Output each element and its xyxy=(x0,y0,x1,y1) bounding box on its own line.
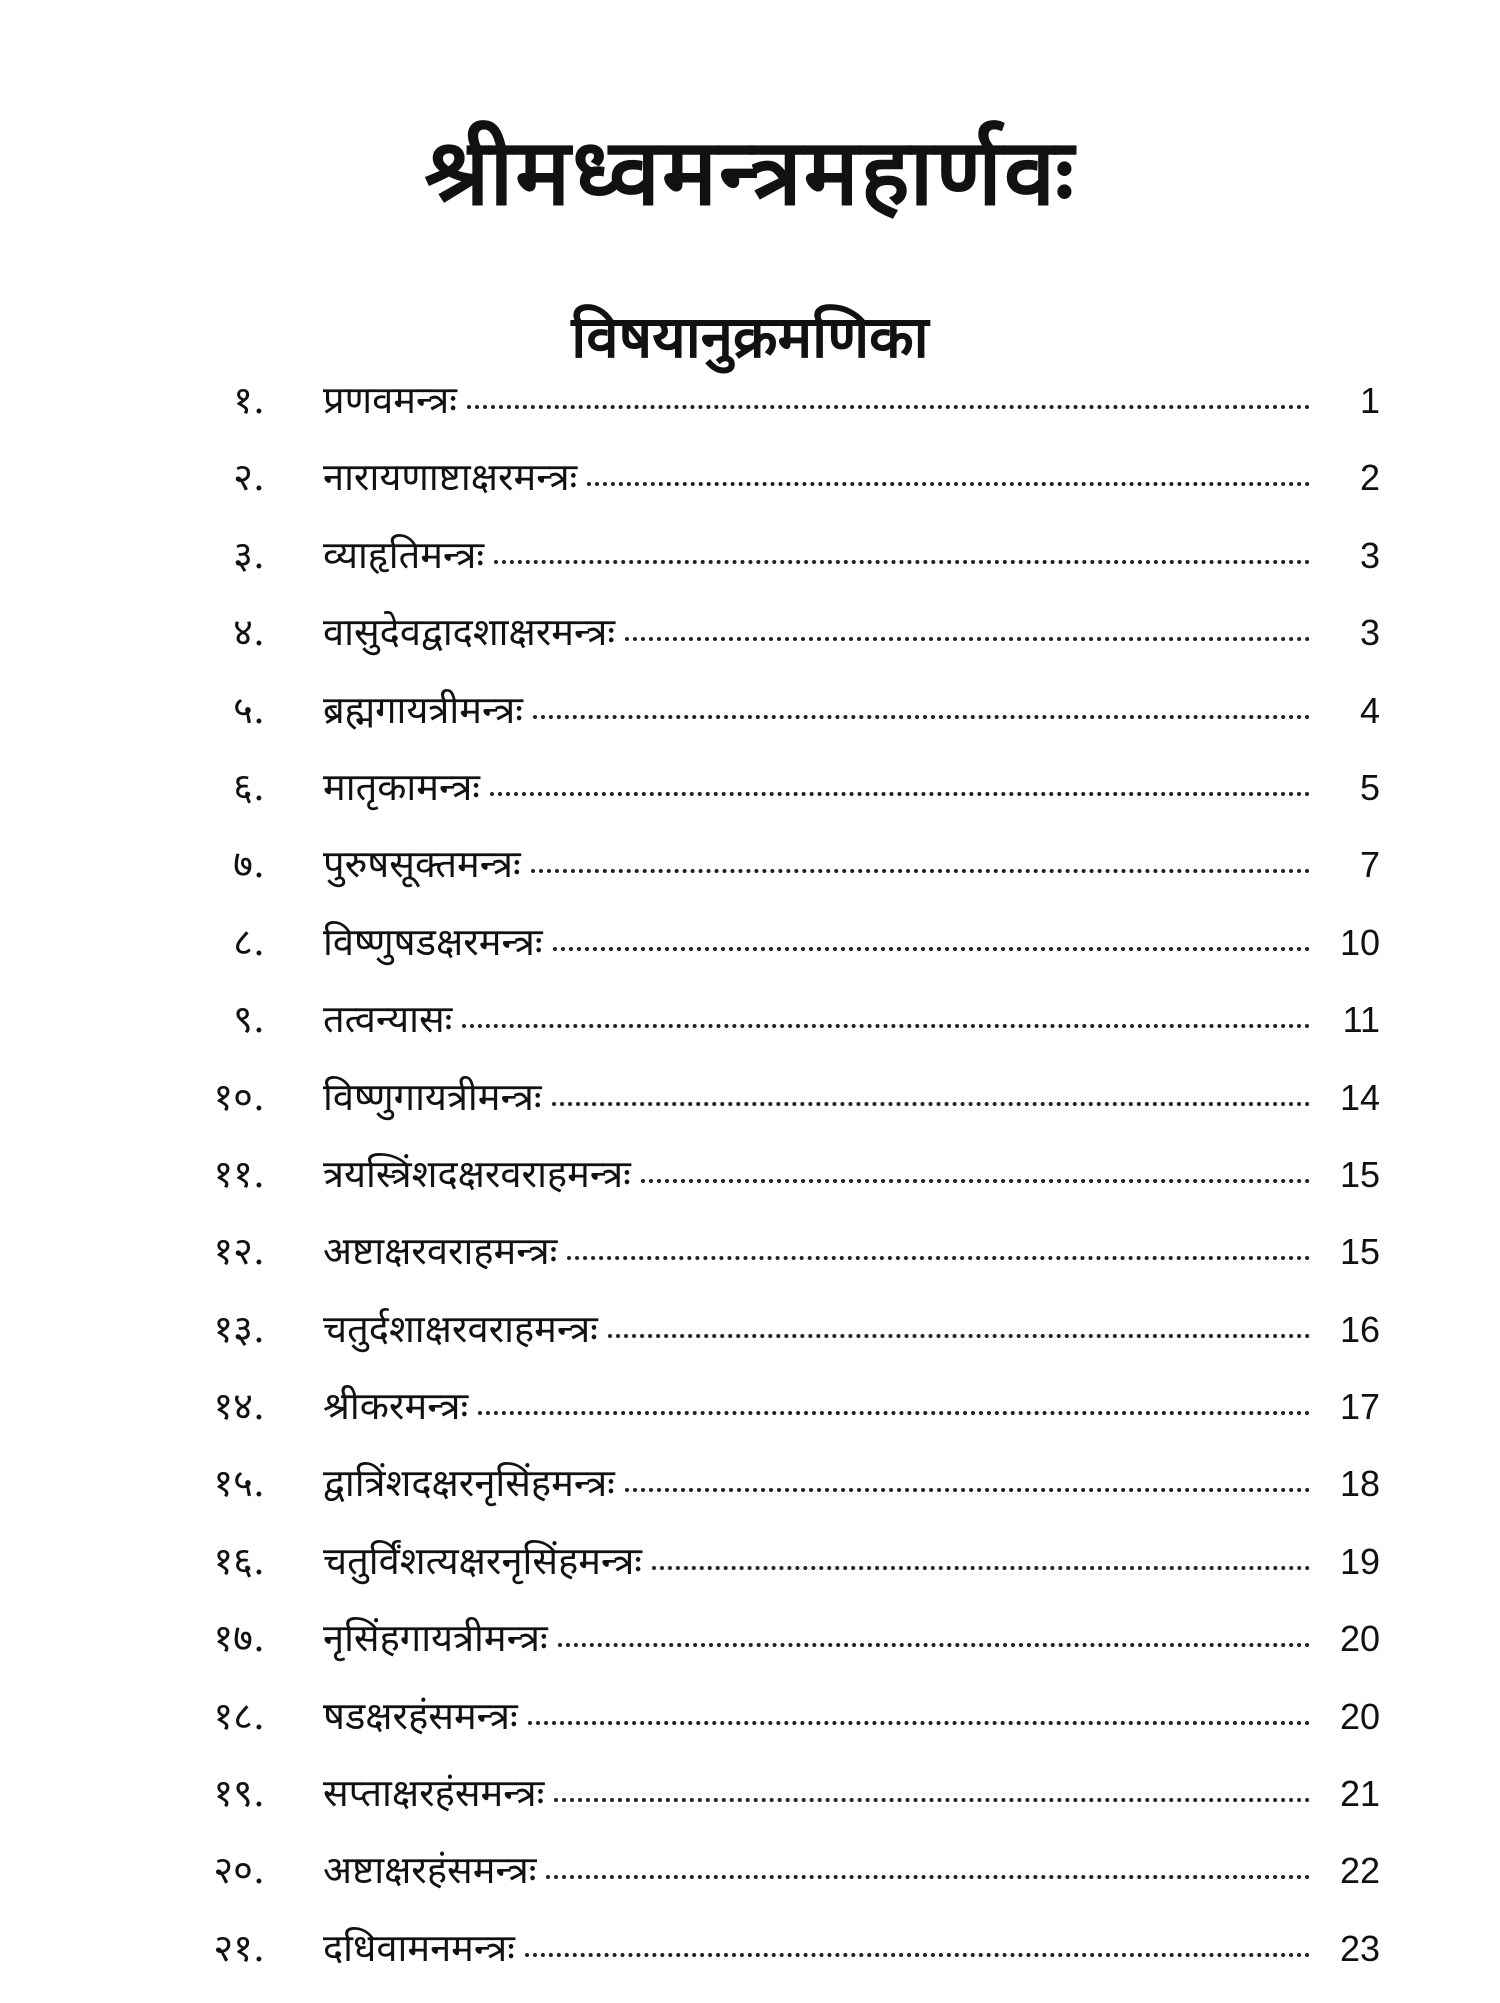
toc-entry xyxy=(160,1771,1380,1848)
toc-entry xyxy=(160,455,1380,532)
toc-entry-number: १५. xyxy=(213,1461,265,1506)
toc-entry xyxy=(160,1848,1380,1925)
toc-entry xyxy=(160,920,1380,997)
toc-entry-page: 14 xyxy=(1339,1076,1380,1118)
toc-entry-number: २०. xyxy=(213,1848,265,1893)
toc-entry-number: ६. xyxy=(233,764,265,809)
toc-entry-page: 16 xyxy=(1339,1308,1380,1350)
toc-entry xyxy=(160,765,1380,842)
toc-entry-number: २. xyxy=(233,455,265,500)
toc-entry-title: नारायणाष्टाक्षरमन्त्रः xyxy=(323,455,578,500)
dot-leader xyxy=(625,1488,1310,1492)
toc-entry-title: ब्रह्मगायत्रीमन्त्रः xyxy=(323,687,523,732)
toc-entry-number: ७. xyxy=(233,842,265,887)
dot-leader xyxy=(625,637,1310,641)
toc-entry-number: ११. xyxy=(213,1151,265,1196)
toc-entry xyxy=(160,378,1380,455)
toc-entry-page: 3 xyxy=(1359,612,1380,654)
toc-entry xyxy=(160,1229,1380,1306)
toc-entry-number: १२. xyxy=(213,1229,265,1274)
dot-leader xyxy=(652,1566,1310,1570)
toc-entry-title: षडक्षरहंसमन्त्रः xyxy=(323,1693,518,1738)
toc-entry xyxy=(160,1461,1380,1538)
dot-leader xyxy=(478,1411,1310,1415)
toc-entry-title: दधिवामनमन्त्रः xyxy=(323,1925,515,1970)
toc-entry-page: 18 xyxy=(1339,1463,1380,1505)
toc-entry xyxy=(160,610,1380,687)
toc-entry xyxy=(160,1307,1380,1384)
toc-entry-title: नृसिंहगायत्रीमन्त्रः xyxy=(323,1616,548,1661)
dot-leader xyxy=(608,1334,1310,1338)
toc-entry xyxy=(160,997,1380,1074)
toc-entry-page: 20 xyxy=(1339,1618,1380,1660)
dot-leader xyxy=(467,405,1310,409)
toc-entry-title: विष्णुगायत्रीमन्त्रः xyxy=(323,1074,542,1119)
toc-entry-title: पुरुषसूक्तमन्त्रः xyxy=(323,842,521,887)
toc-entry-title: प्रणवमन्त्रः xyxy=(323,378,457,422)
toc-entry xyxy=(160,688,1380,765)
toc-entry xyxy=(160,1694,1380,1771)
dot-leader xyxy=(528,1721,1310,1725)
toc-heading: विषयानुक्रमणिका xyxy=(571,303,929,372)
toc-entry-title: श्रीकरमन्त्रः xyxy=(323,1384,469,1429)
toc-entry-title: तत्वन्यासः xyxy=(323,997,453,1042)
toc-entry-number: १६. xyxy=(213,1538,265,1583)
toc-entry-title: द्वात्रिंशदक्षरनृसिंहमन्त्रः xyxy=(323,1461,615,1506)
toc-entry-page: 1 xyxy=(1359,380,1380,421)
toc-entry-title: अष्टाक्षरहंसमन्त्रः xyxy=(323,1848,537,1893)
toc-entry-page: 19 xyxy=(1339,1540,1380,1582)
toc-entry-number: ९. xyxy=(233,997,265,1042)
toc-entry-number: ३. xyxy=(233,532,265,577)
toc-entry-page: 15 xyxy=(1339,1231,1380,1273)
dot-leader xyxy=(553,947,1311,951)
toc-entry-number: १३. xyxy=(213,1306,265,1351)
toc-entry-page: 3 xyxy=(1359,534,1380,576)
toc-entry xyxy=(160,842,1380,919)
toc-entry-title: विष्णुषडक्षरमन्त्रः xyxy=(323,919,543,964)
dot-leader xyxy=(558,1643,1310,1647)
dot-leader xyxy=(525,1953,1310,1957)
toc-entry-number: १०. xyxy=(213,1074,265,1119)
toc-entry-title: चतुर्दशाक्षरवराहमन्त्रः xyxy=(323,1306,598,1351)
dot-leader xyxy=(567,1256,1310,1260)
toc-entry-page: 2 xyxy=(1359,457,1380,499)
toc-entry-number: १४. xyxy=(213,1384,265,1429)
toc-entry xyxy=(160,1384,1380,1461)
toc-entry-title: त्रयस्त्रिंशदक्षरवराहमन्त्रः xyxy=(323,1151,631,1196)
toc-entry-number: १७. xyxy=(213,1616,265,1661)
toc-entry-page: 15 xyxy=(1339,1153,1380,1195)
toc-entry-page: 5 xyxy=(1359,766,1380,808)
toc-entry xyxy=(160,533,1380,610)
toc-entry-title: व्याहृतिमन्त्रः xyxy=(323,532,485,577)
dot-leader xyxy=(641,1179,1310,1183)
toc-entry-title: मातृकामन्त्रः xyxy=(323,764,480,809)
toc-entry-page: 4 xyxy=(1359,689,1380,731)
toc-entry-page: 23 xyxy=(1339,1927,1380,1969)
dot-leader xyxy=(587,482,1310,486)
dot-leader xyxy=(494,560,1310,564)
dot-leader xyxy=(462,1024,1310,1028)
dot-leader xyxy=(531,869,1310,873)
toc-entry xyxy=(160,1152,1380,1229)
toc-entry-page: 10 xyxy=(1339,921,1380,963)
toc-entry-page: 17 xyxy=(1339,1386,1380,1428)
toc-entry-page: 22 xyxy=(1339,1850,1380,1892)
toc-entry-title: चतुर्विंशत्यक्षरनृसिंहमन्त्रः xyxy=(323,1538,642,1583)
toc-entry-number: ५. xyxy=(233,687,265,732)
toc-entry xyxy=(160,1539,1380,1616)
dot-leader xyxy=(554,1798,1310,1802)
dot-leader xyxy=(533,715,1310,719)
toc-entry-number: ४. xyxy=(233,610,265,655)
toc-entry-number: ८. xyxy=(233,919,265,964)
toc-entry-number: १९. xyxy=(213,1771,265,1816)
toc-entry-title: वासुदेवद्वादशाक्षरमन्त्रः xyxy=(323,610,616,655)
toc-entry-page: 7 xyxy=(1359,844,1380,886)
toc-entry-page: 20 xyxy=(1339,1695,1380,1737)
toc-entry-number: २१. xyxy=(213,1925,265,1970)
toc-entry xyxy=(160,1926,1380,2003)
toc-entry-number: १८. xyxy=(213,1693,265,1738)
toc-entry xyxy=(160,1616,1380,1693)
toc-entry-number: १. xyxy=(233,378,265,422)
dot-leader xyxy=(490,792,1310,796)
toc-entry xyxy=(160,1075,1380,1152)
dot-leader xyxy=(546,1875,1310,1879)
book-title: श्रीमध्वमन्त्रमहार्णवः xyxy=(424,118,1076,226)
dot-leader xyxy=(552,1102,1310,1106)
toc-entry-page: 21 xyxy=(1339,1773,1380,1815)
toc-entry-title: अष्टाक्षरवराहमन्त्रः xyxy=(323,1229,558,1274)
toc-entry-title: सप्ताक्षरहंसमन्त्रः xyxy=(323,1771,545,1816)
toc-entry-page: 11 xyxy=(1342,999,1380,1041)
table-of-contents xyxy=(160,378,1380,2003)
